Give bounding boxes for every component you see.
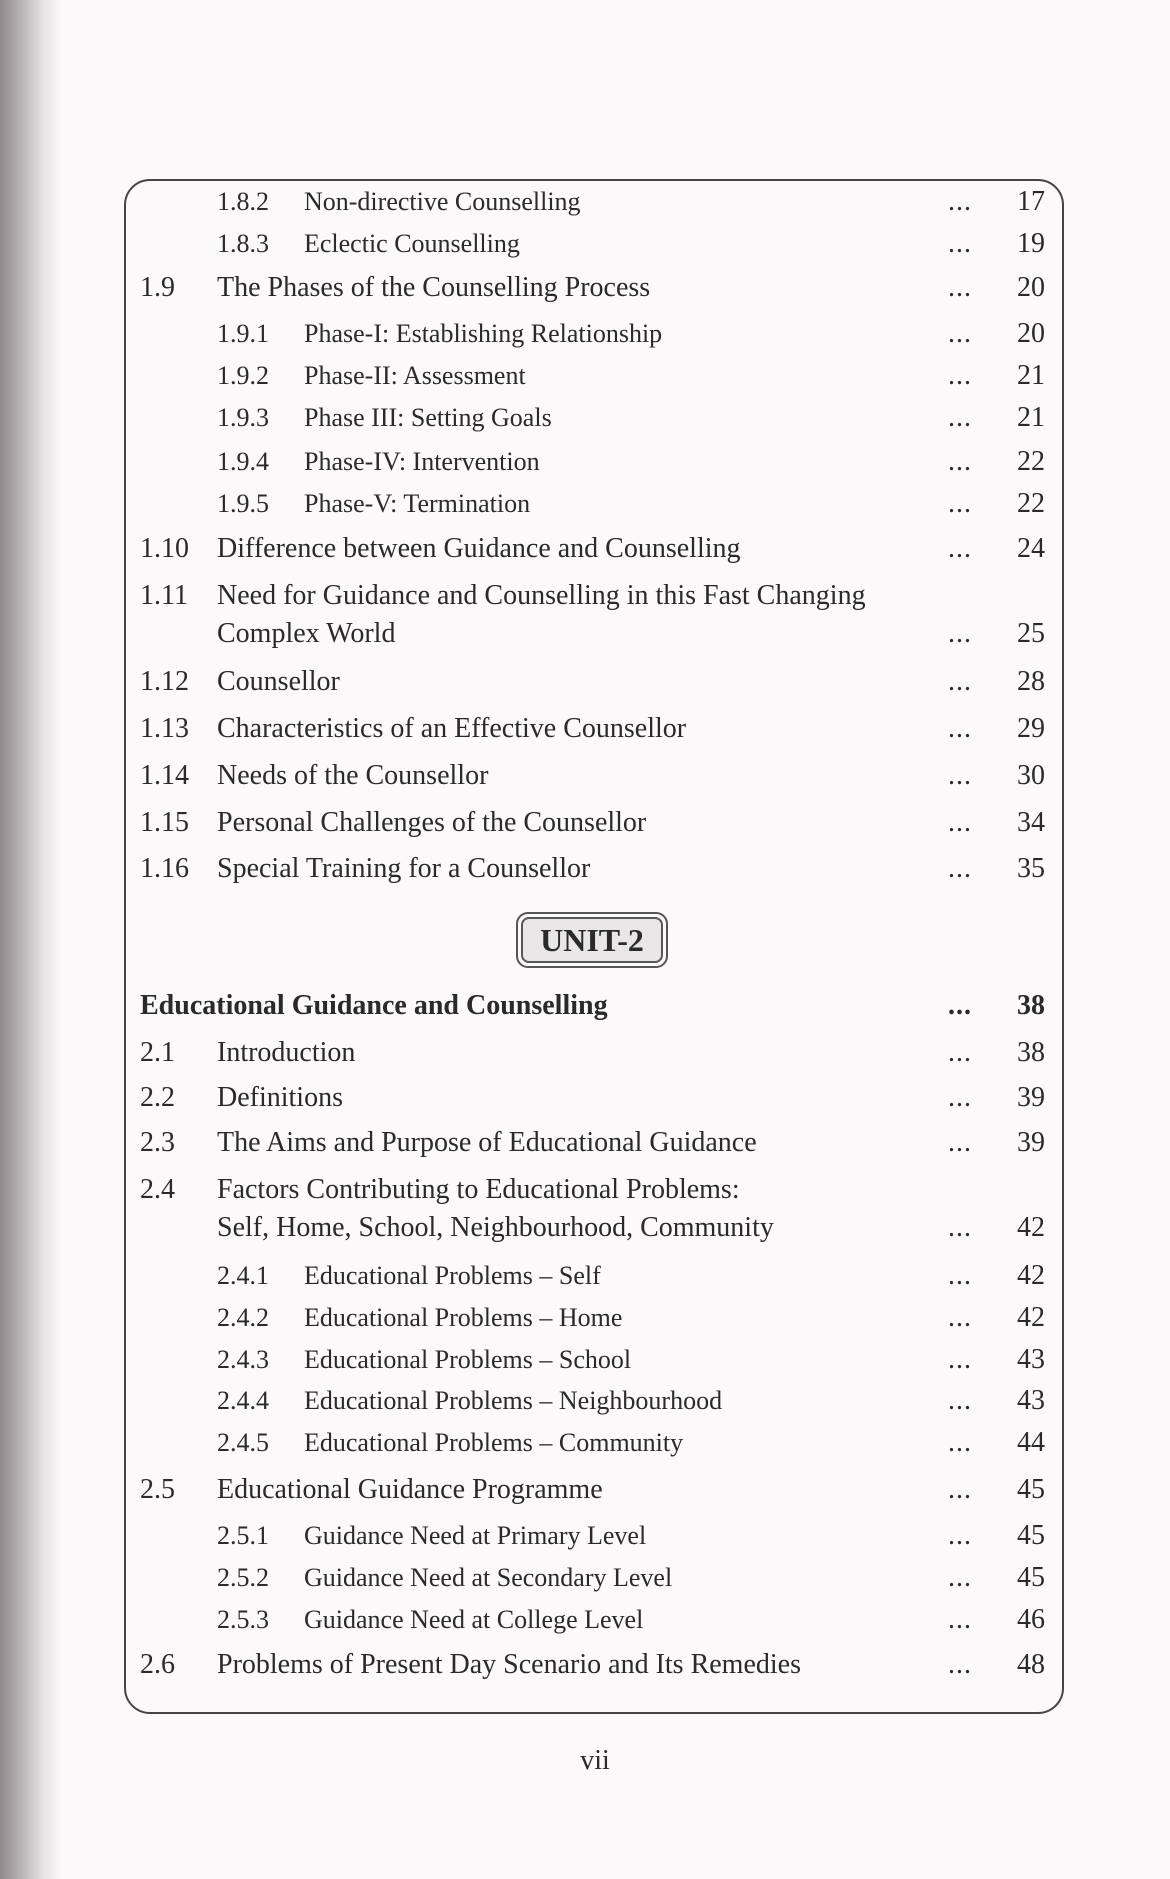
page-number: 44 [1017,1427,1045,1458]
page-number: 28 [1017,666,1045,697]
section-number: 1.8.3 [217,229,269,258]
section-number: 1.8.2 [217,187,269,216]
leader-dots: ... [948,1474,972,1505]
section-number: 1.12 [140,666,189,697]
leader-dots: ... [948,760,972,791]
section-number: 2.4.2 [217,1303,269,1332]
section-number: 2.5 [140,1474,175,1505]
entry-title: Needs of the Counsellor [217,760,489,791]
page-number: 38 [1017,1037,1045,1068]
page-number: 21 [1017,360,1045,391]
entry-title: Counsellor [217,666,340,697]
leader-dots: ... [948,402,972,433]
entry-title: Phase III: Setting Goals [304,403,552,432]
page-number: 19 [1017,228,1045,259]
section-number: 2.4.4 [217,1386,269,1415]
section-number: 2.5.2 [217,1563,269,1592]
page-gutter-shadow [0,0,62,1879]
leader-dots: ... [948,186,972,217]
entry-title: Guidance Need at College Level [304,1605,644,1634]
section-number: 1.15 [140,807,189,838]
page-number: 17 [1017,186,1045,217]
entry-title-continued: Self, Home, School, Neighbourhood, Community [217,1212,774,1243]
entry-title: Characteristics of an Effective Counsellor [217,713,687,744]
entry-title: Difference between Guidance and Counselling [217,533,741,564]
entry-title: Personal Challenges of the Counsellor [217,807,647,838]
folio: vii [580,1745,610,1776]
entry-title: Educational Problems – Community [304,1428,684,1457]
section-number: 2.5.1 [217,1521,269,1550]
entry-title: Factors Contributing to Educational Problems: [217,1174,740,1205]
leader-dots: ... [948,1302,972,1333]
entry-title: Educational Problems – Self [304,1261,601,1290]
leader-dots: ... [948,1649,972,1680]
leader-dots: ... [948,1037,972,1068]
leader-dots: ... [948,1082,972,1113]
section-number: 1.9.1 [217,319,269,348]
section-number: 1.9 [140,272,175,303]
page-number: 29 [1017,713,1045,744]
page-number: 46 [1017,1604,1045,1635]
leader-dots: ... [948,1427,972,1458]
section-number: 2.4.3 [217,1345,269,1374]
page-number: 42 [1017,1302,1045,1333]
entry-title: Phase-II: Assessment [304,361,526,390]
entry-title-continued: Complex World [217,618,396,649]
section-number: 1.9.2 [217,361,269,390]
page-number: 39 [1017,1082,1045,1113]
page-number: 21 [1017,402,1045,433]
page-number: 22 [1017,446,1045,477]
section-number: 1.9.5 [217,489,269,518]
section-number: 2.4.5 [217,1428,269,1457]
leader-dots: ... [948,1562,972,1593]
leader-dots: ... [948,666,972,697]
entry-title: Guidance Need at Secondary Level [304,1563,673,1592]
section-number: 1.9.4 [217,447,269,476]
page-number: 38 [1017,990,1045,1021]
page-number: 35 [1017,853,1045,884]
page-number: 43 [1017,1344,1045,1375]
leader-dots: ... [948,228,972,259]
unit-heading-title: Educational Guidance and Counselling [140,990,608,1021]
page-number: 20 [1017,318,1045,349]
section-number: 2.4.1 [217,1261,269,1290]
section-number: 2.2 [140,1082,175,1113]
entry-title: Educational Problems – Home [304,1303,623,1332]
page-number: 39 [1017,1127,1045,1158]
entry-title: Special Training for a Counsellor [217,853,591,884]
page-number: 45 [1017,1474,1045,1505]
leader-dots: ... [948,1260,972,1291]
leader-dots: ... [948,488,972,519]
leader-dots: ... [948,1604,972,1635]
entry-title: Guidance Need at Primary Level [304,1521,647,1550]
leader-dots: ... [948,990,972,1021]
leader-dots: ... [948,618,972,649]
entry-title: Non-directive Counselling [304,187,581,216]
page-number: 45 [1017,1520,1045,1551]
section-number: 1.11 [140,580,188,611]
page-number: 43 [1017,1385,1045,1416]
page-number: 22 [1017,488,1045,519]
page-number: 20 [1017,272,1045,303]
leader-dots: ... [948,807,972,838]
section-number: 2.4 [140,1174,175,1205]
entry-title: The Phases of the Counselling Process [217,272,651,303]
entry-title: Educational Guidance Programme [217,1474,603,1505]
leader-dots: ... [948,1212,972,1243]
leader-dots: ... [948,713,972,744]
leader-dots: ... [948,1520,972,1551]
page-number: 42 [1017,1212,1045,1243]
page-number: 42 [1017,1260,1045,1291]
leader-dots: ... [948,1344,972,1375]
leader-dots: ... [948,272,972,303]
page-number: 25 [1017,618,1045,649]
unit-badge [516,912,668,968]
entry-title: Definitions [217,1082,343,1113]
entry-title: The Aims and Purpose of Educational Guidance [217,1127,757,1158]
entry-title: Educational Problems – School [304,1345,632,1374]
page-number: 34 [1017,807,1045,838]
leader-dots: ... [948,853,972,884]
section-number: 1.10 [140,533,189,564]
section-number: 2.6 [140,1649,175,1680]
entry-title: Phase-V: Termination [304,489,531,518]
page-number: 45 [1017,1562,1045,1593]
entry-title: Need for Guidance and Counselling in this Fast Changing [217,580,866,611]
leader-dots: ... [948,446,972,477]
section-number: 2.5.3 [217,1605,269,1634]
section-number: 2.3 [140,1127,175,1158]
section-number: 2.1 [140,1037,175,1068]
page-number: 24 [1017,533,1045,564]
leader-dots: ... [948,1385,972,1416]
entry-title: Introduction [217,1037,356,1068]
entry-title: Phase-I: Establishing Relationship [304,319,663,348]
leader-dots: ... [948,360,972,391]
section-number: 1.13 [140,713,189,744]
entry-title: Educational Problems – Neighbourhood [304,1386,723,1415]
page-number: 48 [1017,1649,1045,1680]
section-number: 1.9.3 [217,403,269,432]
leader-dots: ... [948,318,972,349]
entry-title: Phase-IV: Intervention [304,447,540,476]
leader-dots: ... [948,533,972,564]
entry-title: Problems of Present Day Scenario and Its Remedies [217,1649,801,1680]
leader-dots: ... [948,1127,972,1158]
page-number: 30 [1017,760,1045,791]
unit-badge-label: UNIT-2 [521,917,663,963]
section-number: 1.14 [140,760,189,791]
section-number: 1.16 [140,853,189,884]
entry-title: Eclectic Counselling [304,229,520,258]
